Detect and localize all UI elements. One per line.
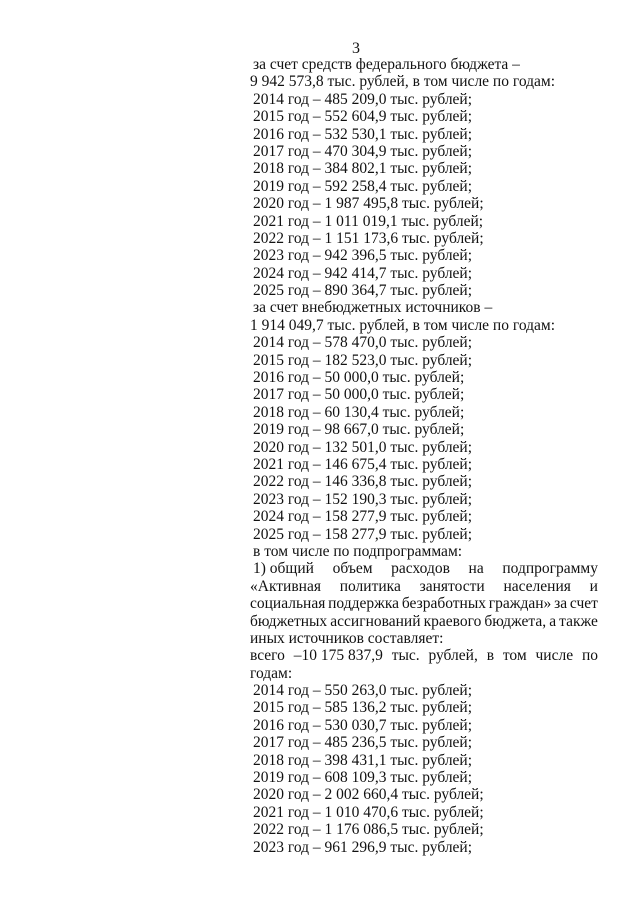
- list-item: 2015 год – 182 523,0 тыс. рублей;: [253, 351, 473, 369]
- list-item: 2019 год – 592 258,4 тыс. рублей;: [253, 177, 473, 195]
- list-item: 2025 год – 890 364,7 тыс. рублей;: [253, 282, 473, 300]
- list-item: 2020 год – 2 002 660,4 тыс. рублей;: [253, 786, 484, 804]
- word: «Активная: [250, 577, 321, 595]
- word: 1) общий: [253, 560, 314, 578]
- word: граждан»: [488, 595, 552, 613]
- list-item: 2018 год – 60 130,4 тыс. рублей;: [253, 403, 465, 421]
- list-item: 2017 год – 485 236,5 тыс. рублей;: [253, 734, 473, 752]
- word: бюджетных: [250, 612, 328, 630]
- extra-budget-total: 1 914 049,7 тыс. рублей, в том числе по годам:: [250, 316, 556, 334]
- word: политика: [339, 577, 401, 595]
- list-item: 2020 год – 1 987 495,8 тыс. рублей;: [253, 195, 484, 213]
- list-item: 2021 год – 1 010 470,6 тыс. рублей;: [253, 803, 484, 821]
- word: также: [559, 612, 598, 630]
- list-item: 2021 год – 1 011 019,1 тыс. рублей;: [253, 212, 484, 230]
- list-item: 2022 год – 146 336,8 тыс. рублей;: [253, 473, 473, 491]
- list-item: 2017 год – 50 000,0 тыс. рублей;: [253, 386, 465, 404]
- word: бюджета,: [484, 612, 547, 630]
- extra-budget-years-list: [250, 334, 598, 543]
- word: ассигнований: [330, 612, 421, 630]
- paragraph-line: [250, 578, 598, 595]
- list-item: 2018 год – 384 802,1 тыс. рублей;: [253, 160, 473, 178]
- word: счет: [569, 595, 598, 613]
- list-item: 2016 год – 530 030,7 тыс. рублей;: [253, 716, 473, 734]
- word: за: [554, 595, 568, 613]
- paragraph-line: иных источников составляет:: [250, 629, 444, 647]
- word: краевого: [423, 612, 482, 630]
- word: и: [589, 577, 598, 595]
- word: населения: [503, 577, 571, 595]
- list-item: 2021 год – 146 675,4 тыс. рублей;: [253, 455, 473, 473]
- document-body: [250, 56, 598, 856]
- word: рублей,: [428, 647, 478, 665]
- list-item: 2017 год – 470 304,9 тыс. рублей;: [253, 142, 473, 160]
- word: по: [581, 647, 598, 665]
- list-item: 2019 год – 98 667,0 тыс. рублей;: [253, 421, 465, 439]
- federal-total: 9 942 573,8 тыс. рублей, в том числе по годам:: [250, 73, 556, 91]
- page-number: 3: [352, 40, 360, 57]
- subprograms-heading: в том числе по подпрограммам:: [253, 542, 463, 560]
- list-item: 2015 год – 552 604,9 тыс. рублей;: [253, 108, 473, 126]
- list-item: 2023 год – 152 190,3 тыс. рублей;: [253, 490, 473, 508]
- subprogram-1-total: [250, 647, 598, 664]
- list-item: 2014 год – 550 263,0 тыс. рублей;: [253, 682, 473, 700]
- word: объем: [332, 560, 373, 578]
- word: социальная: [250, 595, 326, 613]
- word: в: [486, 647, 495, 665]
- list-item: 2014 год – 578 470,0 тыс. рублей;: [253, 334, 473, 352]
- list-item: 2019 год – 608 109,3 тыс. рублей;: [253, 769, 473, 787]
- word: занятости: [419, 577, 485, 595]
- list-item: 2023 год – 942 396,5 тыс. рублей;: [253, 247, 473, 265]
- list-item: 2022 год – 1 176 086,5 тыс. рублей;: [253, 821, 484, 839]
- federal-heading: за счет средств федерального бюджета –: [253, 56, 520, 73]
- subprogram-1-paragraph: [250, 560, 598, 647]
- list-item: 2016 год – 50 000,0 тыс. рублей;: [253, 369, 465, 387]
- list-item: 2025 год – 158 277,9 тыс. рублей;: [253, 525, 473, 543]
- list-item: 2018 год – 398 431,1 тыс. рублей;: [253, 751, 473, 769]
- list-item: 2016 год – 532 530,1 тыс. рублей;: [253, 125, 473, 143]
- list-item: 2015 год – 585 136,2 тыс. рублей;: [253, 699, 473, 717]
- word: подпрограмму: [502, 560, 598, 578]
- word: числе: [535, 647, 574, 665]
- paragraph-line: [250, 595, 598, 612]
- list-item: 2020 год – 132 501,0 тыс. рублей;: [253, 438, 473, 456]
- list-item: 2023 год – 961 296,9 тыс. рублей;: [253, 838, 473, 856]
- list-item: 2014 год – 485 209,0 тыс. рублей;: [253, 90, 473, 108]
- list-item: 2024 год – 158 277,9 тыс. рублей;: [253, 508, 473, 526]
- word: расходов: [391, 560, 450, 578]
- paragraph-line: [250, 613, 598, 630]
- word: на: [468, 560, 484, 578]
- extra-budget-heading: за счет внебюджетных источников –: [253, 299, 493, 317]
- list-item: 2024 год – 942 414,7 тыс. рублей;: [253, 264, 473, 282]
- word: том: [502, 647, 527, 665]
- word: –10 175 837,9: [293, 647, 383, 665]
- word: а: [549, 612, 557, 630]
- subprogram-1-total-end: годам:: [250, 664, 293, 682]
- word: поддержка: [328, 595, 400, 613]
- word: безработных: [401, 595, 486, 613]
- subprogram-1-years-list: [250, 682, 598, 856]
- federal-years-list: [250, 91, 598, 300]
- paragraph-line: [250, 560, 598, 577]
- list-item: 2022 год – 1 151 173,6 тыс. рублей;: [253, 229, 484, 247]
- word: всего: [250, 647, 285, 665]
- word: тыс.: [391, 647, 420, 665]
